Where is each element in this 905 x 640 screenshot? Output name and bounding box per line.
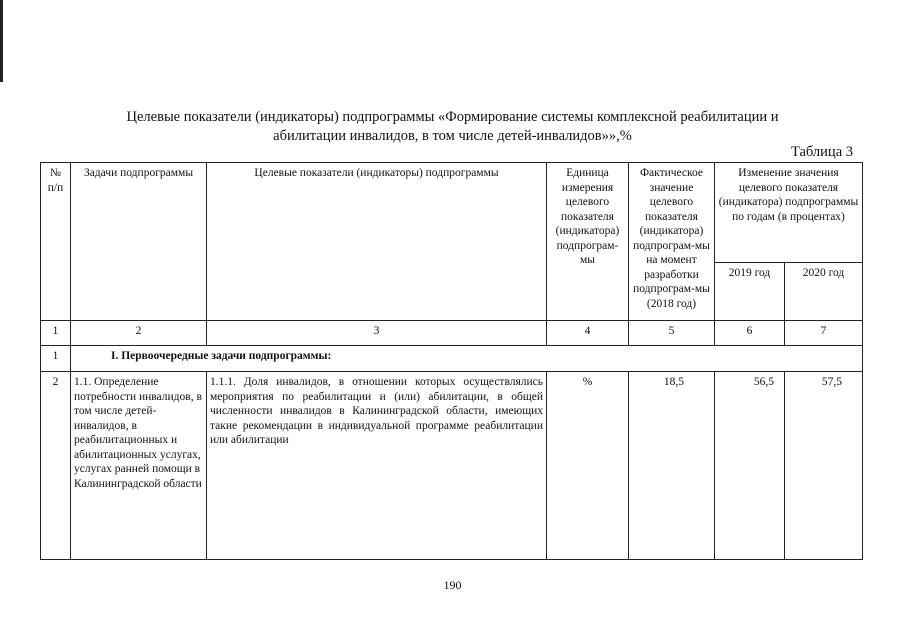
section-row <box>41 346 863 372</box>
header-row <box>41 163 863 263</box>
col-number-2: 2 <box>71 321 207 346</box>
col-number-7: 7 <box>785 321 863 346</box>
section-num: 1 <box>41 346 71 372</box>
header-tasks: Задачи подпрограммы <box>71 163 207 321</box>
column-numbers-row <box>41 321 863 346</box>
row-actual: 18,5 <box>629 372 715 560</box>
header-indicators: Целевые показатели (индикаторы) подпрограммы <box>207 163 547 321</box>
col-number-1: 1 <box>41 321 71 346</box>
row-2019: 56,5 <box>715 372 785 560</box>
document-title <box>60 108 845 146</box>
title-line-2: абилитации инвалидов, в том числе детей-инвалидов»»,% <box>273 128 632 144</box>
scan-edge-mark <box>0 0 3 82</box>
header-year-2020: 2020 год <box>785 263 863 321</box>
section-label: I. Первоочередные задачи подпрограммы: <box>71 346 863 372</box>
table-row <box>41 372 863 560</box>
page-number: 190 <box>443 578 462 592</box>
col-number-3: 3 <box>207 321 547 346</box>
row-indicator: 1.1.1. Доля инвалидов, в отношении которых осуществлялись мероприятия по реабилитации и (или) абилитации, в общей численности инвалидов в Калининградской области, имеющих такие рекомендации в индивидуальной программе реабилитации или абилитации <box>207 372 547 560</box>
row-2020: 57,5 <box>785 372 863 560</box>
header-year-2019: 2019 год <box>715 263 785 321</box>
col-number-6: 6 <box>715 321 785 346</box>
col-number-5: 5 <box>629 321 715 346</box>
col-number-4: 4 <box>547 321 629 346</box>
row-unit: % <box>547 372 629 560</box>
indicators-table <box>40 162 863 560</box>
header-num: № п/п <box>41 163 71 321</box>
header-actual: Фактическое значение целевого показателя (индикатора) подпрограм-мы на момент разработки подпрограм-мы (2018 год) <box>629 163 715 321</box>
table-label: Таблица 3 <box>790 144 853 160</box>
row-num: 2 <box>41 372 71 560</box>
title-line-1: Целевые показатели (индикаторы) подпрограммы «Формирование системы комплексной реабилитации и <box>126 109 779 125</box>
header-unit: Единица измерения целевого показателя (индикатора) подпрограм-мы <box>547 163 629 321</box>
header-change: Изменение значения целевого показателя (индикатора) подпрограммы по годам (в процентах) <box>715 163 863 263</box>
row-task: 1.1. Определение потребности инвалидов, в том числе детей-инвалидов, в реабилитационных и абилитационных услугах, услугах ранней помощи в Калининградской области <box>71 372 207 560</box>
